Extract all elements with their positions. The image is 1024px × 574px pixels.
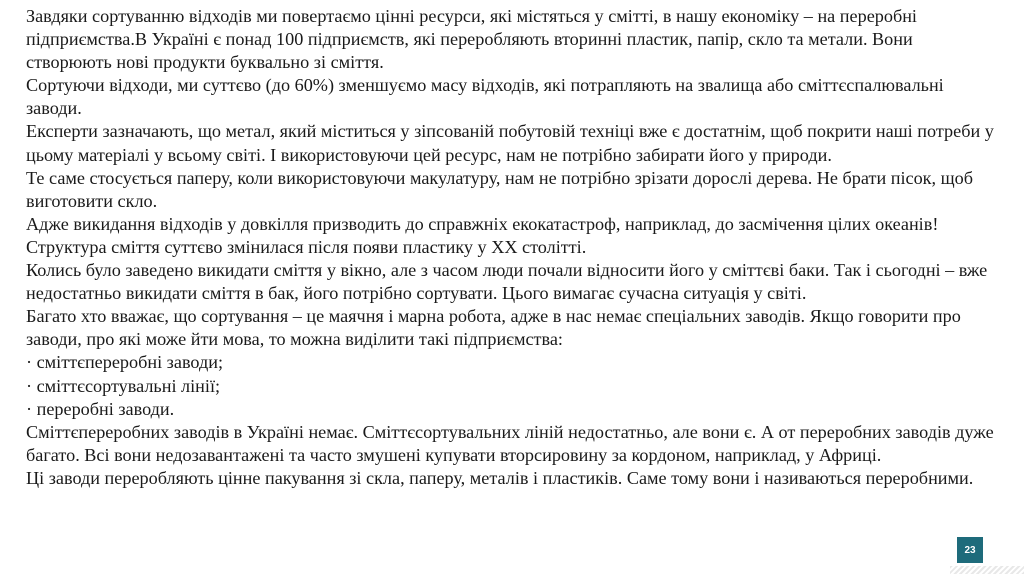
list-item-processing-plants: · сміттєпереробні заводи; — [26, 352, 224, 373]
paragraph-history: Колись було заведено викидати сміття у вікно, але з часом люди почали відносити його у сміттєві баки. Так і сьогодні – вже недостатньо викидати сміття в бак, його потрібно сортувати. Цього вимагає сучасна ситуація у світі. — [26, 260, 988, 304]
paragraph-packaging: Ці заводи переробляють цінне пакування зі скла, паперу, металів і пластиків. Саме тому вони і називаються переробними. — [26, 467, 974, 488]
paragraph-opinion: Багато хто вважає, що сортування – це маячня і марна робота, адже в нас немає спеціальних заводів. Якщо говорити про заводи, про які може йти мова, то можна виділити такі підприємства: — [26, 306, 961, 350]
paragraph-ukraine-plants: Сміттєпереробних заводів в Україні немає. Сміттєсортувальних ліній недостатньо, але вони є. А от переробних заводів дуже багато. Всі вони недозавантажені та часто змушені купувати вторсировину за кордоном, наприклад, у Африці. — [26, 421, 994, 465]
paragraph-metal: Експерти зазначають, що метал, який міститься у зіпсованій побутовій техніці вже є достатнім, щоб покрити наші потреби у цьому матеріалі у всьому світі. І використовуючи цей ресурс, нам не потрібно забирати його у природи. — [26, 121, 994, 165]
corner-decoration — [950, 566, 1024, 574]
paragraph-paper: Те саме стосується паперу, коли використовуючи макулатуру, нам не потрібно зрізати дорослі дерева. Не брати пісок, щоб виготовити скло. — [26, 167, 973, 211]
paragraph-ecocatastrophe: Адже викидання відходів у довкілля призводить до справжніх екокатастроф, наприклад, до засмічення цілих океанів! — [26, 213, 939, 234]
paragraph-resources: Завдяки сортуванню відходів ми повертаємо цінні ресурси, які містяться у смітті, в нашу економіку – на переробні підприємства.В Україні є понад 100 підприємств, які переробляють вторинні пластик, папір, скло та метали. Вони створюють нові продукти буквально зі сміття. — [26, 6, 917, 73]
slide-text-body — [26, 5, 1001, 490]
paragraph-structure: Структура сміття суттєво змінилася після появи пластику у XX столітті. — [26, 236, 587, 257]
paragraph-mass-reduction: Сортуючи відходи, ми суттєво (до 60%) зменшуємо масу відходів, які потрапляють на звалища або сміттєспалювальні заводи. — [26, 75, 944, 119]
list-item-sorting-lines: · сміттєсортувальні лінії; — [26, 375, 221, 396]
slide-number-badge: 23 — [957, 537, 983, 563]
list-item-recycling-plants: · переробні заводи. — [26, 398, 175, 419]
